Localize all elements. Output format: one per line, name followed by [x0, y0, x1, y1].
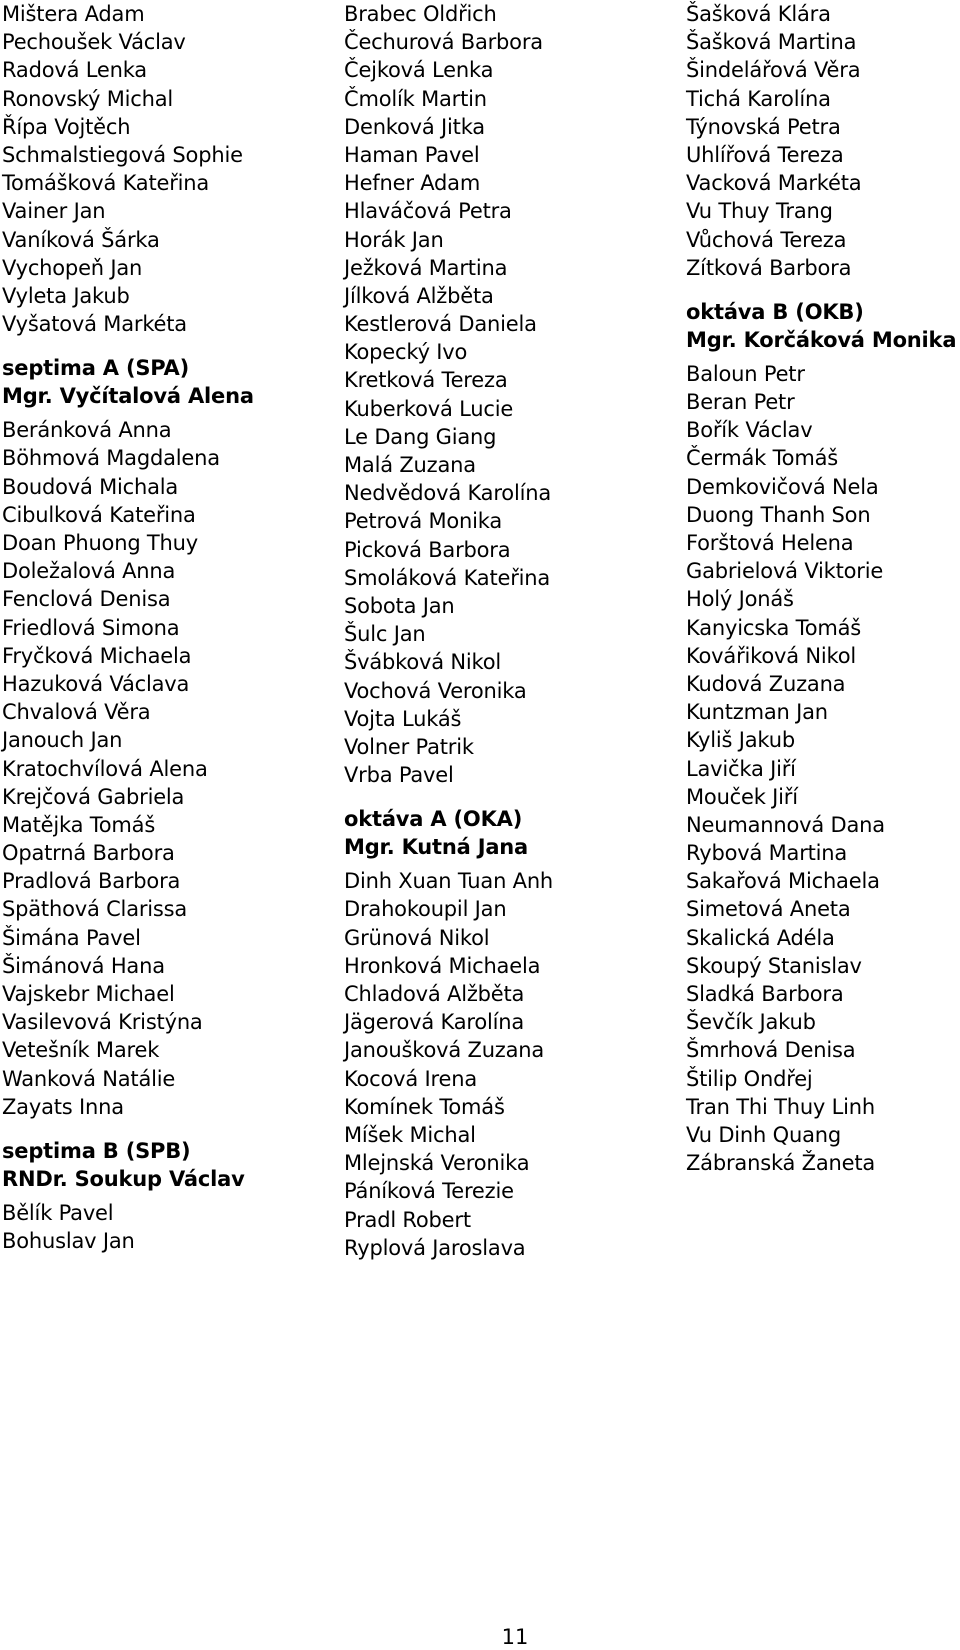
student-name: Kuntzman Jan [686, 700, 828, 725]
student-name: Forštová Helena [686, 531, 854, 555]
student-list-okb [686, 360, 960, 1177]
student-name: Beran Petr [686, 390, 795, 415]
student-name: Lavička Jiří [686, 756, 796, 781]
student-name: Šašková Martina [686, 30, 857, 55]
student-name: Friedlová Simona [2, 615, 180, 640]
student-name: Sobota Jan [344, 593, 455, 618]
student-name: Bělík Pavel [2, 1200, 114, 1225]
student-name: Štilip Ondřej [686, 1066, 813, 1091]
student-name: Uhlířová Tereza [686, 142, 844, 167]
student-name: Dinh Xuan Tuan Anh [344, 869, 554, 894]
student-name: Čechurová Barbora [344, 30, 543, 55]
student-name: Doležalová Anna [2, 559, 176, 584]
student-name: Vaníková Šárka [2, 227, 160, 252]
student-name: Gabrielová Viktorie [686, 559, 884, 584]
student-name: Ronovský Michal [2, 86, 174, 111]
student-name: Čejková Lenka [344, 58, 494, 83]
student-list-spb [2, 1199, 332, 1255]
student-name: Kovářiková Nikol [686, 643, 857, 668]
class-title-spb: septima B (SPB) [2, 1138, 191, 1163]
student-name: Hronková Michaela [344, 953, 541, 978]
class-teacher-spb: RNDr. Soukup Václav [2, 1166, 245, 1191]
student-name: Ježková Martina [344, 255, 508, 280]
student-name: Duong Thanh Son [686, 502, 871, 527]
student-name: Bohuslav Jan [2, 1229, 135, 1254]
student-name: Řípa Vojtěch [2, 114, 131, 139]
student-name: Haman Pavel [344, 142, 480, 167]
student-name: Petrová Monika [344, 509, 503, 534]
student-name: Sladká Barbora [686, 982, 844, 1006]
class-title-spa: septima A (SPA) [2, 356, 189, 381]
student-name: Vasilevová Kristýna [2, 1010, 203, 1035]
student-name: Vojta Lukáš [344, 706, 462, 731]
student-name: Fryčková Michaela [2, 643, 192, 668]
student-name: Demkovičová Nela [686, 474, 879, 499]
student-name: Čmolík Martin [344, 86, 487, 111]
student-name: Boudová Michala [2, 474, 179, 499]
student-name: Böhmová Magdalena [2, 446, 220, 471]
class-teacher-okb: Mgr. Korčáková Monika [686, 327, 957, 352]
student-name: Vrba Pavel [344, 763, 454, 788]
student-name: Vacková Markéta [686, 171, 862, 196]
student-name: Brabec Oldřich [344, 2, 497, 26]
student-list-spa [2, 416, 332, 1121]
student-name: Vainer Jan [2, 199, 106, 224]
student-name: Janouch Jan [2, 728, 123, 753]
student-name: Neumannová Dana [686, 812, 885, 837]
student-name: Picková Barbora [344, 537, 511, 562]
student-name: Zábranská Žaneta [686, 1151, 876, 1176]
name-list [2, 0, 332, 338]
student-name: Tomášková Kateřina [2, 171, 210, 196]
student-name: Holý Jonáš [686, 587, 794, 612]
student-name: Cibulková Kateřina [2, 502, 196, 527]
student-name: Nedvědová Karolína [344, 481, 551, 506]
student-name: Vochová Veronika [344, 678, 527, 703]
student-name: Baloun Petr [686, 361, 805, 386]
student-name: Krejčová Gabriela [2, 784, 185, 809]
student-name: Chladová Alžběta [344, 982, 525, 1006]
student-name: Páníková Terezie [344, 1179, 514, 1204]
student-name: Simetová Aneta [686, 897, 851, 922]
student-name: Zayats Inna [2, 1094, 124, 1119]
student-list-oka [344, 867, 674, 1262]
student-name: Wanková Natálie [2, 1066, 176, 1091]
name-list [344, 0, 674, 789]
student-name: Vůchová Tereza [686, 227, 847, 252]
student-name: Skoupý Stanislav [686, 953, 862, 978]
student-name: Fenclová Denisa [2, 587, 171, 612]
student-name: Hefner Adam [344, 171, 481, 196]
student-name: Šimána Pavel [2, 925, 141, 950]
student-name: Hazuková Václava [2, 671, 190, 696]
student-name: Drahokoupil Jan [344, 897, 507, 922]
student-name: Opatrná Barbora [2, 841, 175, 866]
student-name: Kanyicska Tomáš [686, 615, 862, 640]
student-name: Jílková Alžběta [344, 283, 494, 308]
student-name: Horák Jan [344, 227, 444, 252]
student-name: Mištera Adam [2, 2, 145, 26]
student-name: Bořík Václav [686, 418, 813, 443]
student-name: Vychopeň Jan [2, 255, 143, 280]
student-name: Pradlová Barbora [2, 869, 181, 894]
student-name: Hlaváčová Petra [344, 199, 512, 224]
student-name: Radová Lenka [2, 58, 147, 83]
student-name: Kuberková Lucie [344, 396, 514, 421]
student-name: Späthová Clarissa [2, 897, 188, 922]
student-name: Kestlerová Daniela [344, 312, 537, 337]
class-title-oka: oktáva A (OKA) [344, 807, 523, 832]
student-name: Volner Patrik [344, 734, 474, 759]
class-teacher-spa: Mgr. Vyčítalová Alena [2, 384, 254, 409]
student-name: Grünová Nikol [344, 925, 490, 950]
student-name: Vu Thuy Trang [686, 199, 833, 224]
column-1 [2, 0, 332, 1255]
student-name: Kudová Zuzana [686, 671, 846, 696]
student-name: Zítková Barbora [686, 255, 852, 280]
student-name: Šulc Jan [344, 622, 426, 647]
student-name: Pradl Robert [344, 1207, 471, 1232]
student-name: Smoláková Kateřina [344, 565, 551, 590]
student-name: Ryplová Jaroslava [344, 1235, 526, 1260]
student-name: Vyšatová Markéta [2, 312, 187, 337]
student-name: Denková Jitka [344, 114, 485, 139]
student-name: Vu Dinh Quang [686, 1122, 841, 1147]
student-name: Beránková Anna [2, 418, 172, 443]
student-name: Kyliš Jakub [686, 728, 795, 753]
student-name: Šimánová Hana [2, 953, 165, 978]
student-name: Tran Thi Thuy Linh [686, 1094, 875, 1119]
student-name: Kretková Tereza [344, 368, 508, 393]
class-teacher-oka: Mgr. Kutná Jana [344, 835, 529, 860]
class-title-okb: oktáva B (OKB) [686, 299, 864, 324]
student-name: Janoušková Zuzana [344, 1038, 545, 1063]
student-name: Kopecký Ivo [344, 340, 468, 365]
student-name: Kratochvílová Alena [2, 756, 208, 781]
student-name: Rybová Martina [686, 841, 848, 866]
student-name: Vetešník Marek [2, 1038, 160, 1063]
student-name: Jägerová Karolína [344, 1010, 525, 1035]
student-name: Čermák Tomáš [686, 446, 838, 471]
student-name: Mlejnská Veronika [344, 1151, 530, 1176]
student-name: Komínek Tomáš [344, 1094, 505, 1119]
name-list [686, 0, 960, 282]
student-name: Vajskebr Michael [2, 982, 175, 1006]
student-name: Sakařová Michaela [686, 869, 880, 894]
page-number: 11 [501, 1625, 529, 1649]
column-3 [686, 0, 960, 1177]
column-2 [344, 0, 674, 1262]
student-name: Šašková Klára [686, 2, 831, 26]
student-name: Mouček Jiří [686, 784, 798, 809]
student-name: Švábková Nikol [344, 650, 502, 675]
student-name: Tichá Karolína [686, 86, 831, 111]
student-name: Vyleta Jakub [2, 283, 130, 308]
student-name: Kocová Irena [344, 1066, 478, 1091]
student-name: Chvalová Věra [2, 700, 151, 725]
student-name: Doan Phuong Thuy [2, 531, 198, 555]
student-name: Le Dang Giang [344, 424, 497, 449]
student-name: Skalická Adéla [686, 925, 835, 950]
student-name: Míšek Michal [344, 1122, 476, 1147]
student-name: Pechoušek Václav [2, 30, 186, 55]
student-name: Matějka Tomáš [2, 812, 156, 837]
student-name: Ševčík Jakub [686, 1010, 816, 1035]
student-name: Šindelářová Věra [686, 58, 861, 83]
student-name: Malá Zuzana [344, 453, 476, 477]
student-name: Schmalstiegová Sophie [2, 142, 243, 167]
student-name: Šmrhová Denisa [686, 1038, 856, 1063]
student-name: Týnovská Petra [686, 114, 841, 139]
